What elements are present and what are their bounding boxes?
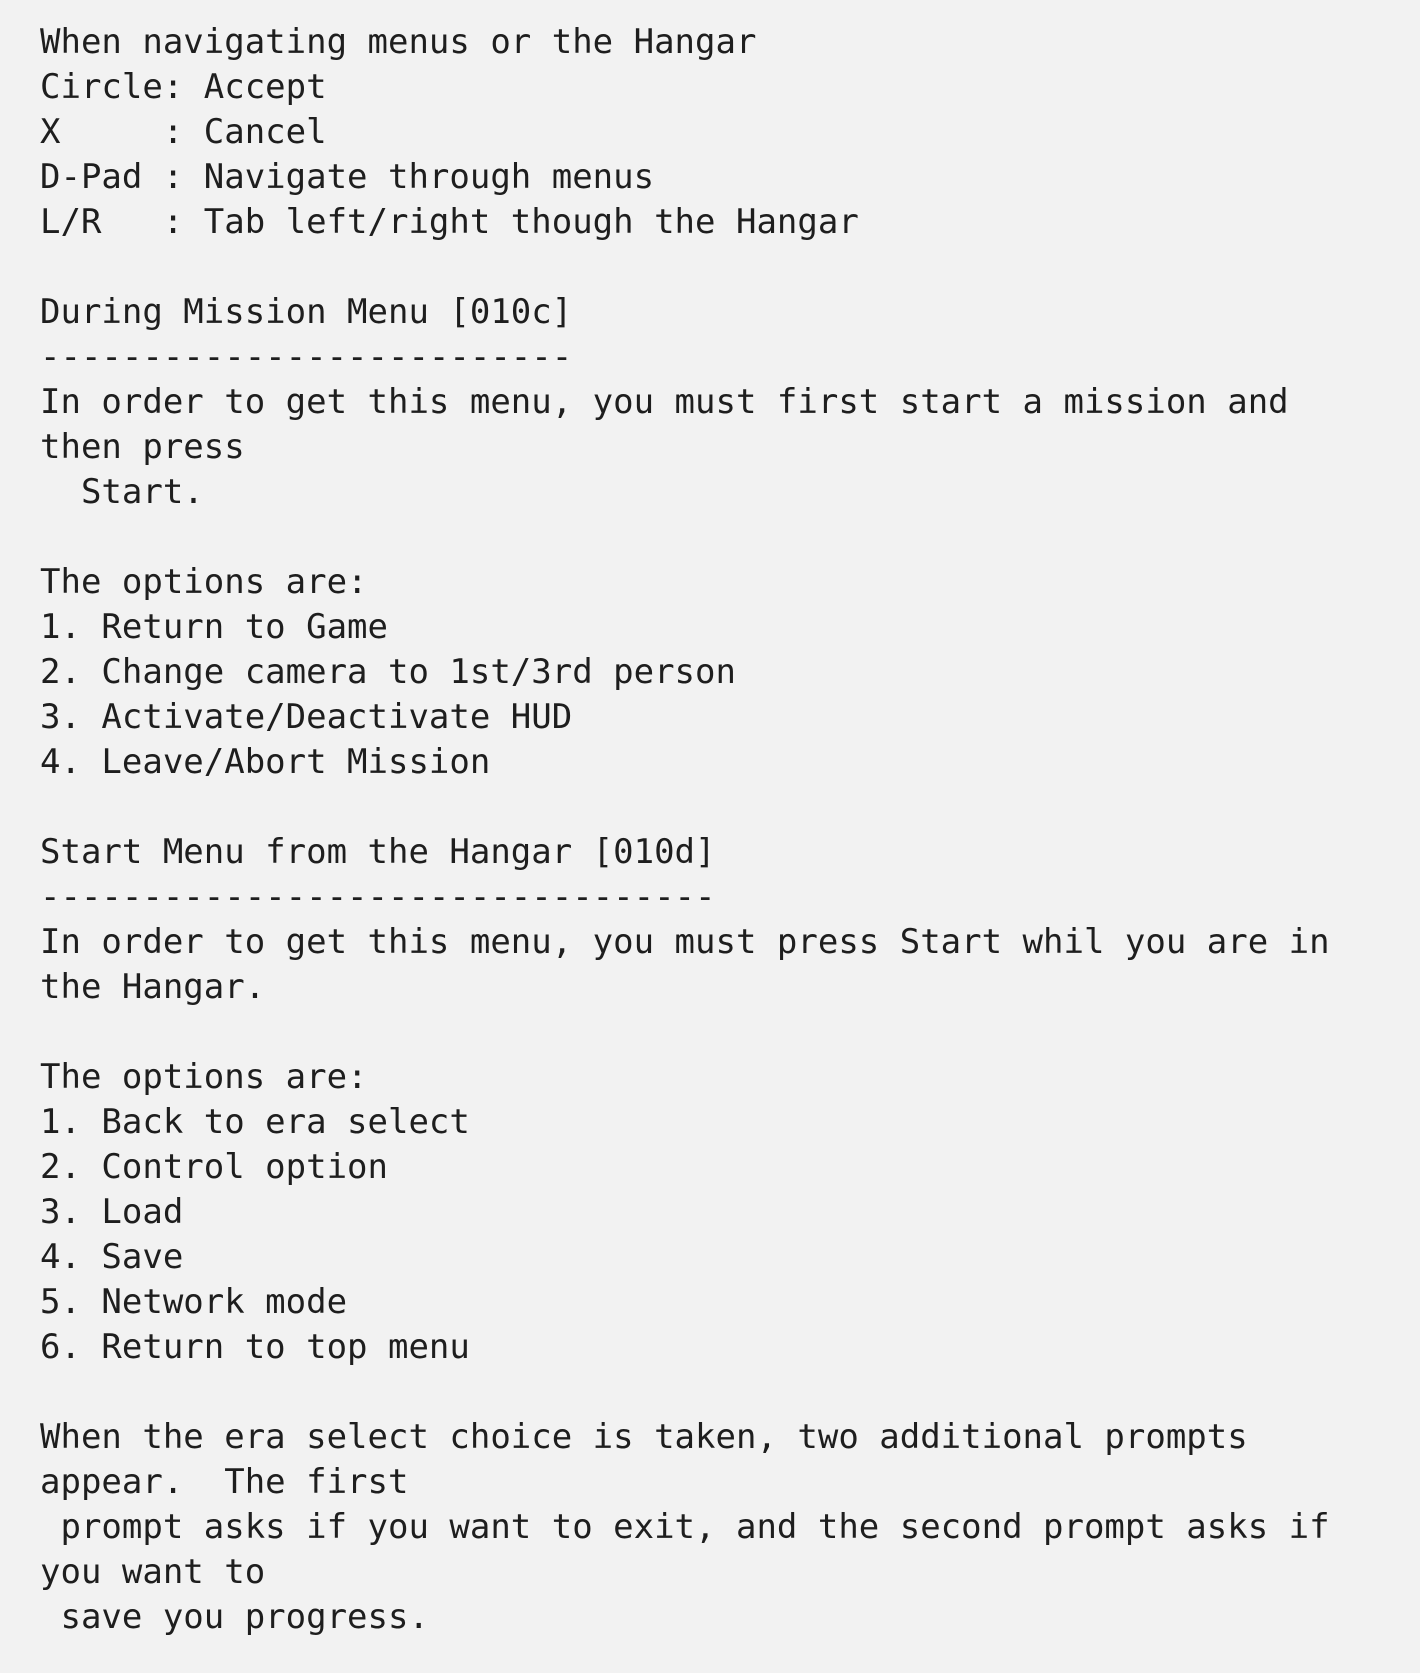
control-x: X : Cancel	[40, 112, 327, 152]
option-item: 2. Change camera to 1st/3rd person	[40, 652, 736, 692]
control-dpad: D-Pad : Navigate through menus	[40, 157, 655, 197]
options-heading: The options are:	[40, 1057, 368, 1097]
option-item: 3. Load	[40, 1192, 184, 1232]
paragraph-line: prompt asks if you want to exit, and the second prompt asks if	[40, 1507, 1330, 1547]
paragraph-line: In order to get this menu, you must press Start whil you are in	[40, 922, 1330, 962]
options-heading: The options are:	[40, 562, 368, 602]
blank-line	[40, 1010, 1420, 1055]
paragraph-line: the Hangar.	[40, 967, 266, 1007]
option-item: 6. Return to top menu	[40, 1327, 470, 1367]
control-circle: Circle: Accept	[40, 67, 327, 107]
section-underline: --------------------------	[40, 337, 573, 377]
blank-line	[40, 785, 1420, 830]
paragraph-line: appear. The first	[40, 1462, 409, 1502]
option-item: 2. Control option	[40, 1147, 388, 1187]
section-heading-mission-menu: During Mission Menu [010c]	[40, 292, 573, 332]
section-underline: ---------------------------------	[40, 877, 716, 917]
section-heading-start-menu: Start Menu from the Hangar [010d]	[40, 832, 716, 872]
control-lr: L/R : Tab left/right though the Hangar	[40, 202, 859, 242]
option-item: 1. Back to era select	[40, 1102, 470, 1142]
paragraph-line: Start.	[40, 472, 204, 512]
option-item: 4. Leave/Abort Mission	[40, 742, 491, 782]
blank-line	[40, 1370, 1420, 1415]
paragraph-line: save you progress.	[40, 1597, 429, 1637]
blank-line	[40, 515, 1420, 560]
option-item: 4. Save	[40, 1237, 184, 1277]
paragraph-line: then press	[40, 427, 245, 467]
blank-line	[40, 245, 1420, 290]
option-item: 5. Network mode	[40, 1282, 348, 1322]
paragraph-line: When the era select choice is taken, two additional prompts	[40, 1417, 1248, 1457]
option-item: 3. Activate/Deactivate HUD	[40, 697, 573, 737]
option-item: 1. Return to Game	[40, 607, 388, 647]
paragraph-line: In order to get this menu, you must first start a mission and	[40, 382, 1289, 422]
paragraph-line: you want to	[40, 1552, 266, 1592]
controls-intro: When navigating menus or the Hangar	[40, 22, 757, 62]
